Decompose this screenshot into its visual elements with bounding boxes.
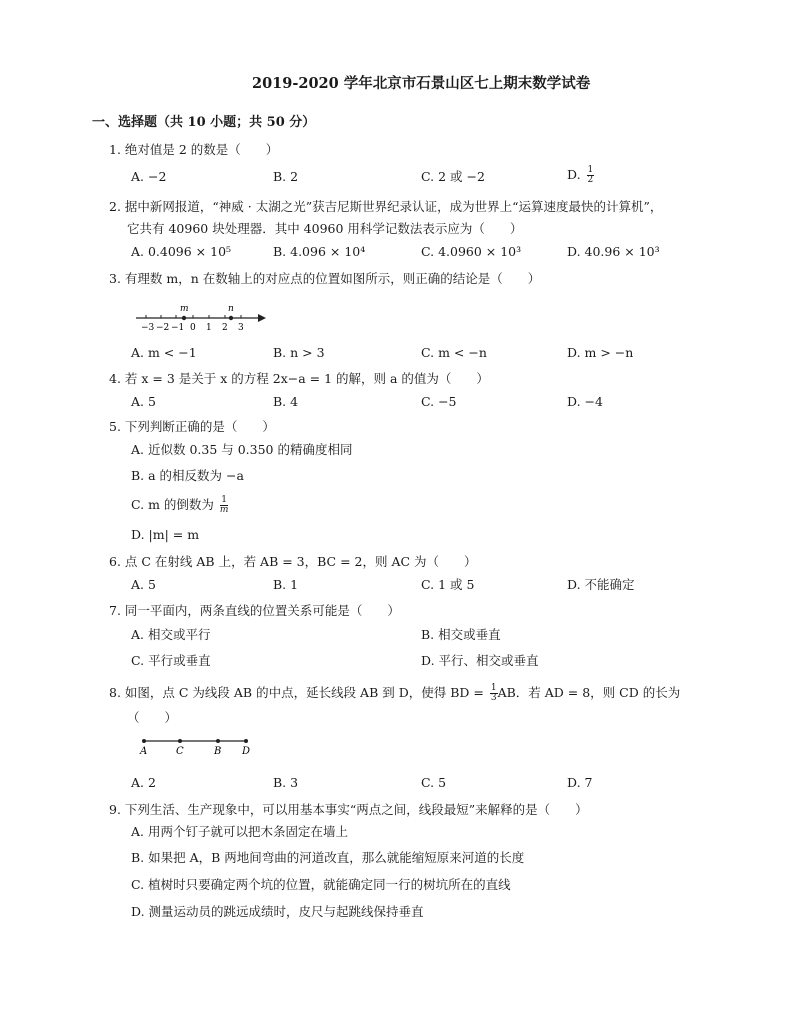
q7-option-a: A. 相交或平行 bbox=[131, 627, 211, 642]
q5-option-d: D. |m| = m bbox=[131, 527, 200, 542]
q4-option-d: D. −4 bbox=[567, 394, 603, 409]
q9-option-d: D. 测量运动员的跳远成绩时，皮尺与起跳线保持垂直 bbox=[131, 904, 424, 919]
point-d bbox=[244, 739, 248, 743]
q1-option-a: A. −2 bbox=[131, 169, 167, 184]
q4-stem: 4. 若 x = 3 是关于 x 的方程 2x−a = 1 的解，则 a 的值为（ ） bbox=[109, 371, 489, 386]
q1-stem: 1. 绝对值是 2 的数是（ ） bbox=[109, 142, 279, 157]
q6-stem: 6. 点 C 在射线 AB 上，若 AB = 3，BC = 2，则 AC 为（ ） bbox=[109, 554, 477, 569]
q1-option-d: D. $\frac{1}{2}$ bbox=[567, 165, 594, 185]
tick-label: 1 bbox=[206, 323, 212, 333]
q6-option-c: C. 1 或 5 bbox=[421, 577, 475, 592]
q2-option-b: B. 4.096 × 10⁴ bbox=[273, 244, 366, 259]
q6-option-b: B. 1 bbox=[273, 577, 299, 592]
q5-stem: 5. 下列判断正确的是（ ） bbox=[109, 419, 275, 434]
q9-option-c: C. 植树时只要确定两个坑的位置，就能确定同一行的树坑所在的直线 bbox=[131, 877, 511, 892]
q9-option-b: B. 如果把 A，B 两地间弯曲的河道改直，那么就能缩短原来河道的长度 bbox=[131, 850, 525, 865]
tick-label: 3 bbox=[238, 323, 244, 333]
q8-option-a: A. 2 bbox=[131, 775, 156, 790]
point-c bbox=[178, 739, 182, 743]
q5-option-a: A. 近似数 0.35 与 0.350 的精确度相同 bbox=[131, 442, 353, 457]
q9-option-a: A. 用两个钉子就可以把木条固定在墙上 bbox=[131, 824, 348, 839]
point-d-label: D bbox=[242, 746, 251, 757]
q5-option-c: C. m 的倒数为 $\frac{1}{m}$ bbox=[131, 495, 229, 515]
q8-option-b: B. 3 bbox=[273, 775, 299, 790]
section-heading: 一、选择题（共 10 小题；共 50 分） bbox=[92, 115, 316, 130]
point-a-label: A bbox=[140, 746, 148, 757]
point-n bbox=[229, 316, 233, 320]
tick-label: 0 bbox=[190, 323, 196, 333]
q2-option-d: D. 40.96 × 10³ bbox=[567, 244, 660, 259]
q2-stem-line2: 它共有 40960 块处理器．其中 40960 用科学记数法表示应为（ ） bbox=[127, 221, 523, 236]
q7-option-b: B. 相交或垂直 bbox=[421, 627, 501, 642]
q6-option-d: D. 不能确定 bbox=[567, 577, 635, 592]
q2-option-c: C. 4.0960 × 10³ bbox=[421, 244, 522, 259]
q1-option-c: C. 2 或 −2 bbox=[421, 169, 485, 184]
point-b bbox=[216, 739, 220, 743]
tick-label: −2 bbox=[156, 323, 170, 333]
q3-option-c: C. m < −n bbox=[421, 345, 487, 360]
point-m bbox=[182, 316, 186, 320]
point-a bbox=[142, 739, 146, 743]
tick-label: −1 bbox=[171, 323, 185, 333]
tick-label: 2 bbox=[222, 323, 228, 333]
q4-option-a: A. 5 bbox=[131, 394, 156, 409]
q3-option-b: B. n > 3 bbox=[273, 345, 325, 360]
q5-option-b: B. a 的相反数为 −a bbox=[131, 468, 244, 483]
q8-option-d: D. 7 bbox=[567, 775, 593, 790]
page-title: 2019-2020 学年北京市石景山区七上期末数学试卷 bbox=[252, 75, 591, 92]
q3-stem: 3. 有理数 m，n 在数轴上的对应点的位置如图所示，则正确的结论是（ ） bbox=[109, 271, 541, 286]
q4-option-c: C. −5 bbox=[421, 394, 457, 409]
point-c-label: C bbox=[176, 746, 184, 757]
point-n-label: n bbox=[228, 304, 234, 314]
q4-option-b: B. 4 bbox=[273, 394, 299, 409]
q1-option-b: B. 2 bbox=[273, 169, 299, 184]
q8-stem: 8. 如图，点 C 为线段 AB 的中点，延长线段 AB 到 D，使得 BD = $\frac{1}{3}$ AB．若 AD = 8，则 CD 的长为 bbox=[109, 683, 681, 703]
q8-segment-figure bbox=[138, 733, 258, 757]
q2-option-a: A. 0.4096 × 10⁵ bbox=[131, 244, 232, 259]
point-b-label: B bbox=[214, 746, 222, 757]
q3-option-a: A. m < −1 bbox=[131, 345, 197, 360]
number-line-arrow bbox=[258, 314, 266, 322]
q7-option-c: C. 平行或垂直 bbox=[131, 653, 211, 668]
q3-number-line-figure bbox=[134, 300, 270, 336]
q7-option-d: D. 平行、相交或垂直 bbox=[421, 653, 539, 668]
q8-answer-paren: （ ） bbox=[127, 710, 178, 725]
q7-stem: 7. 同一平面内，两条直线的位置关系可能是（ ） bbox=[109, 603, 400, 618]
tick-label: −3 bbox=[141, 323, 155, 333]
q3-option-d: D. m > −n bbox=[567, 345, 634, 360]
q9-stem: 9. 下列生活、生产现象中，可以用基本事实“两点之间，线段最短”来解释的是（ ） bbox=[109, 802, 588, 817]
q2-stem-line1: 2. 据中新网报道，“神威 · 太湖之光”获吉尼斯世界纪录认证，成为世界上“运算速度最快的计算机”， bbox=[109, 199, 663, 214]
q6-option-a: A. 5 bbox=[131, 577, 156, 592]
point-m-label: m bbox=[180, 304, 189, 314]
q8-option-c: C. 5 bbox=[421, 775, 447, 790]
